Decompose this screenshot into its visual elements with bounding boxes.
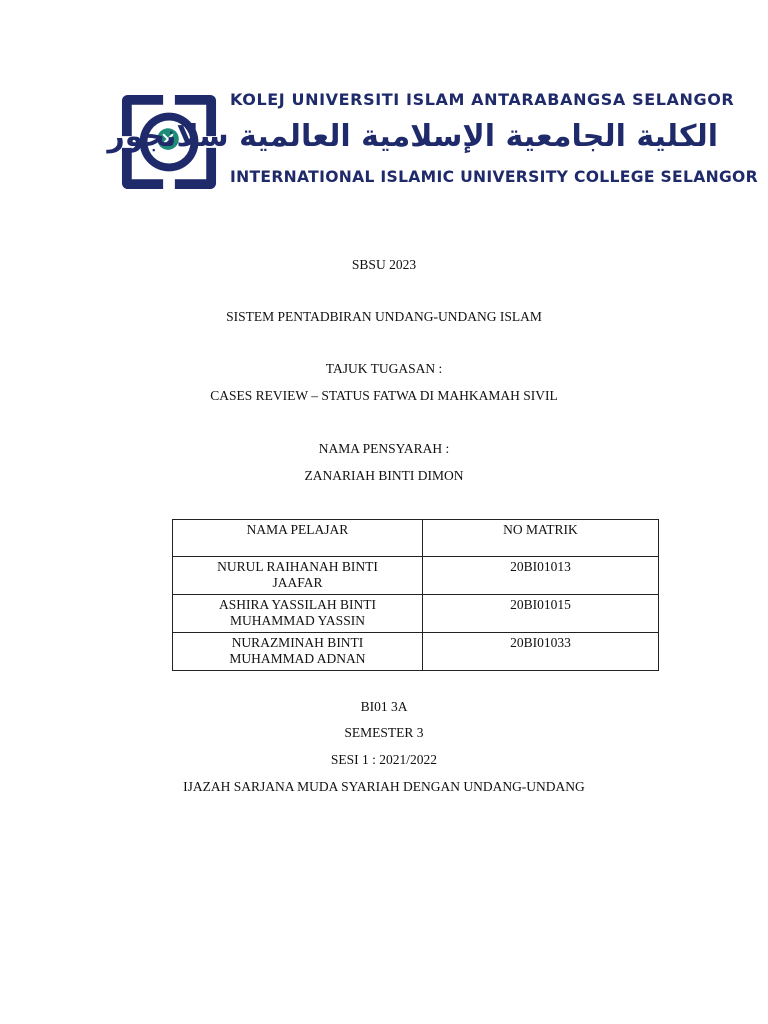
lecturer-name: ZANARIAH BINTI DIMON	[304, 468, 464, 483]
institution-name-malay: KOLEJ UNIVERSITI ISLAM ANTARABANGSA SELANGOR	[230, 90, 735, 109]
lecturer-label: NAMA PENSYARAH :	[318, 441, 450, 456]
institution-name-arabic: الكلية الجامعية الإسلامية العالمية سلانجور	[107, 119, 718, 154]
programme: IJAZAH SARJANA MUDA SYARIAH DENGAN UNDANG-UNDANG	[183, 779, 585, 794]
institution-header	[107, 88, 758, 193]
student-matric: 20BI01033	[423, 633, 659, 671]
student-name	[173, 557, 423, 595]
table-header-row	[173, 520, 659, 557]
student-name	[173, 633, 423, 671]
semester: SEMESTER 3	[344, 725, 424, 740]
column-header-matric: NO MATRIK	[423, 520, 659, 557]
table-row	[173, 633, 659, 671]
student-matric: 20BI01013	[423, 557, 659, 595]
course-code: SBSU 2023	[351, 257, 417, 272]
student-name	[173, 595, 423, 633]
student-name-line2: JAAFAR	[272, 575, 323, 590]
course-name: SISTEM PENTADBIRAN UNDANG-UNDANG ISLAM	[226, 309, 542, 324]
table-row	[173, 595, 659, 633]
students-table	[172, 519, 659, 671]
class-code: BI01 3A	[360, 699, 408, 714]
institution-name-english: INTERNATIONAL ISLAMIC UNIVERSITY COLLEGE SELANGOR	[230, 168, 758, 186]
session: SESI 1 : 2021/2022	[330, 752, 438, 767]
student-name-line2: MUHAMMAD YASSIN	[230, 613, 365, 628]
student-name-line2: MUHAMMAD ADNAN	[229, 651, 366, 666]
table-row	[173, 557, 659, 595]
student-name-line1: ASHIRA YASSILAH BINTI	[218, 597, 376, 612]
student-matric: 20BI01015	[423, 595, 659, 633]
column-header-name: NAMA PELAJAR	[173, 520, 423, 557]
assignment-label: TAJUK TUGASAN :	[325, 361, 443, 376]
student-name-line1: NURUL RAIHANAH BINTI	[217, 559, 378, 574]
student-name-line1: NURAZMINAH BINTI	[231, 635, 364, 650]
assignment-title: CASES REVIEW – STATUS FATWA DI MAHKAMAH SIVIL	[210, 388, 558, 403]
